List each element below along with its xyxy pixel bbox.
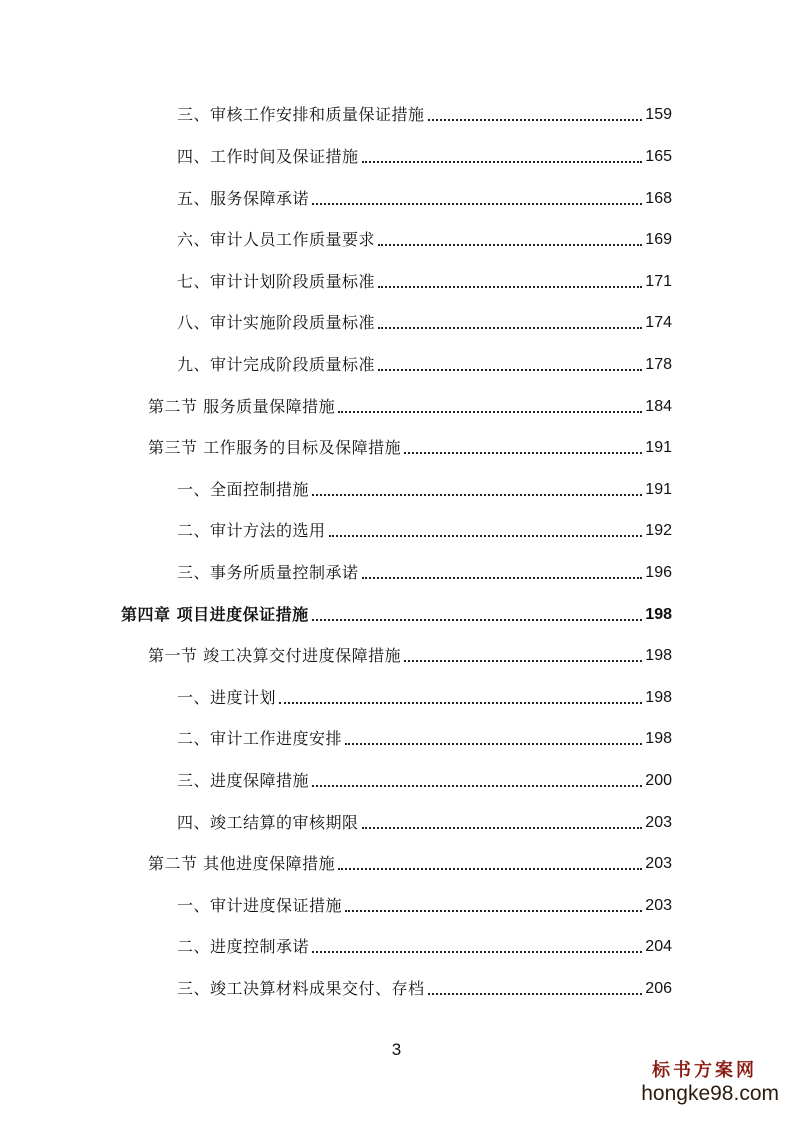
toc-entry-page: 198 xyxy=(645,647,672,664)
page-number: 3 xyxy=(391,1040,402,1059)
toc-entry-title: 三、事务所质量控制承诺 xyxy=(177,563,359,582)
toc-entry-page: 191 xyxy=(645,481,672,498)
toc-entry-page: 204 xyxy=(645,938,672,955)
dot-leader xyxy=(428,993,643,995)
dot-leader xyxy=(378,244,642,246)
toc-entry-title: 六、审计人员工作质量要求 xyxy=(177,230,376,249)
toc-entry[interactable] xyxy=(177,933,672,957)
toc-entry-page: 168 xyxy=(645,190,672,207)
toc-entry-page: 196 xyxy=(645,564,672,581)
toc-entry-title: 一、全面控制措施 xyxy=(177,480,310,499)
toc-entry-page: 203 xyxy=(645,855,672,872)
toc-entry[interactable] xyxy=(148,434,672,458)
toc-entry-title: 五、服务保障承诺 xyxy=(177,189,310,208)
toc-entry-title: 八、审计实施阶段质量标准 xyxy=(177,313,376,332)
toc-entry[interactable] xyxy=(177,725,672,749)
toc-entry-page: 200 xyxy=(645,772,672,789)
toc-entry-page: 198 xyxy=(645,730,672,747)
dot-leader xyxy=(404,660,642,662)
toc-entry-page: 159 xyxy=(645,106,672,123)
toc-entry-title: 七、审计计划阶段质量标准 xyxy=(177,272,376,291)
toc-entry-title: 二、进度控制承诺 xyxy=(177,937,310,956)
toc-entry-chapter[interactable] xyxy=(121,601,672,625)
toc-entry-page: 191 xyxy=(645,439,672,456)
dot-leader xyxy=(378,369,642,371)
toc-entry-title: 四、工作时间及保证措施 xyxy=(177,147,359,166)
toc-entry[interactable] xyxy=(177,476,672,500)
toc-entry-page: 206 xyxy=(645,980,672,997)
toc-entry[interactable] xyxy=(177,309,672,333)
toc-entry[interactable] xyxy=(177,809,672,833)
toc-entry-title: 第二节 服务质量保障措施 xyxy=(148,397,336,416)
toc-entry[interactable] xyxy=(177,351,672,375)
toc-entry-page: 169 xyxy=(645,231,672,248)
toc-entry-title: 第三节 工作服务的目标及保障措施 xyxy=(148,438,402,457)
toc-entry-title: 一、审计进度保证措施 xyxy=(177,896,343,915)
toc-entry-title: 三、审核工作安排和质量保证措施 xyxy=(177,105,425,124)
dot-leader xyxy=(338,411,642,413)
dot-leader xyxy=(312,494,642,496)
dot-leader xyxy=(428,119,643,121)
toc-entry-title: 三、竣工决算材料成果交付、存档 xyxy=(177,979,425,998)
toc-entry-page: 198 xyxy=(645,606,672,623)
watermark-url: hongke98.com xyxy=(641,1082,779,1105)
dot-leader xyxy=(338,868,642,870)
toc-entry-page: 192 xyxy=(645,522,672,539)
toc-entry-title: 三、进度保障措施 xyxy=(177,771,310,790)
toc-entry-title: 二、审计方法的选用 xyxy=(177,521,326,540)
toc-entry[interactable] xyxy=(177,185,672,209)
toc-entry[interactable] xyxy=(177,767,672,791)
dot-leader xyxy=(312,951,642,953)
toc-entry-page: 203 xyxy=(645,814,672,831)
toc-entry[interactable] xyxy=(177,517,672,541)
toc-entry[interactable] xyxy=(177,143,672,167)
dot-leader xyxy=(279,702,642,704)
dot-leader xyxy=(362,827,643,829)
dot-leader xyxy=(362,577,643,579)
toc-entry-page: 198 xyxy=(645,689,672,706)
toc-entry-title: 第二节 其他进度保障措施 xyxy=(148,854,336,873)
toc-entry-title: 一、进度计划 xyxy=(177,688,277,707)
dot-leader xyxy=(345,910,642,912)
toc-entry[interactable] xyxy=(148,850,672,874)
toc-entry[interactable] xyxy=(177,268,672,292)
toc-entry[interactable] xyxy=(177,975,672,999)
toc-entry-page: 184 xyxy=(645,398,672,415)
dot-leader xyxy=(329,535,643,537)
toc-entry[interactable] xyxy=(177,101,672,125)
toc-entry-page: 203 xyxy=(645,897,672,914)
watermark-site-name: 标书方案网 xyxy=(652,1060,757,1081)
toc-entry[interactable] xyxy=(177,226,672,250)
toc-entry[interactable] xyxy=(148,393,672,417)
toc-entry-page: 174 xyxy=(645,314,672,331)
toc-entry-page: 178 xyxy=(645,356,672,373)
toc-entry-title: 九、审计完成阶段质量标准 xyxy=(177,355,376,374)
dot-leader xyxy=(312,203,642,205)
dot-leader xyxy=(378,286,642,288)
dot-leader xyxy=(312,785,642,787)
dot-leader xyxy=(404,452,642,454)
watermark xyxy=(641,1056,779,1106)
toc-entry-title: 第一节 竣工决算交付进度保障措施 xyxy=(148,646,402,665)
toc-entry[interactable] xyxy=(177,684,672,708)
toc-entry[interactable] xyxy=(177,892,672,916)
toc-entry-page: 171 xyxy=(645,273,672,290)
toc-entry[interactable] xyxy=(148,642,672,666)
toc-entry-page: 165 xyxy=(645,148,672,165)
toc-entry[interactable] xyxy=(177,559,672,583)
dot-leader xyxy=(378,327,642,329)
dot-leader xyxy=(345,743,642,745)
toc-entry-title: 第四章 项目进度保证措施 xyxy=(121,605,309,624)
toc-entry-title: 二、审计工作进度安排 xyxy=(177,729,343,748)
dot-leader xyxy=(362,161,643,163)
toc-entry-title: 四、竣工结算的审核期限 xyxy=(177,813,359,832)
dot-leader xyxy=(312,619,643,621)
